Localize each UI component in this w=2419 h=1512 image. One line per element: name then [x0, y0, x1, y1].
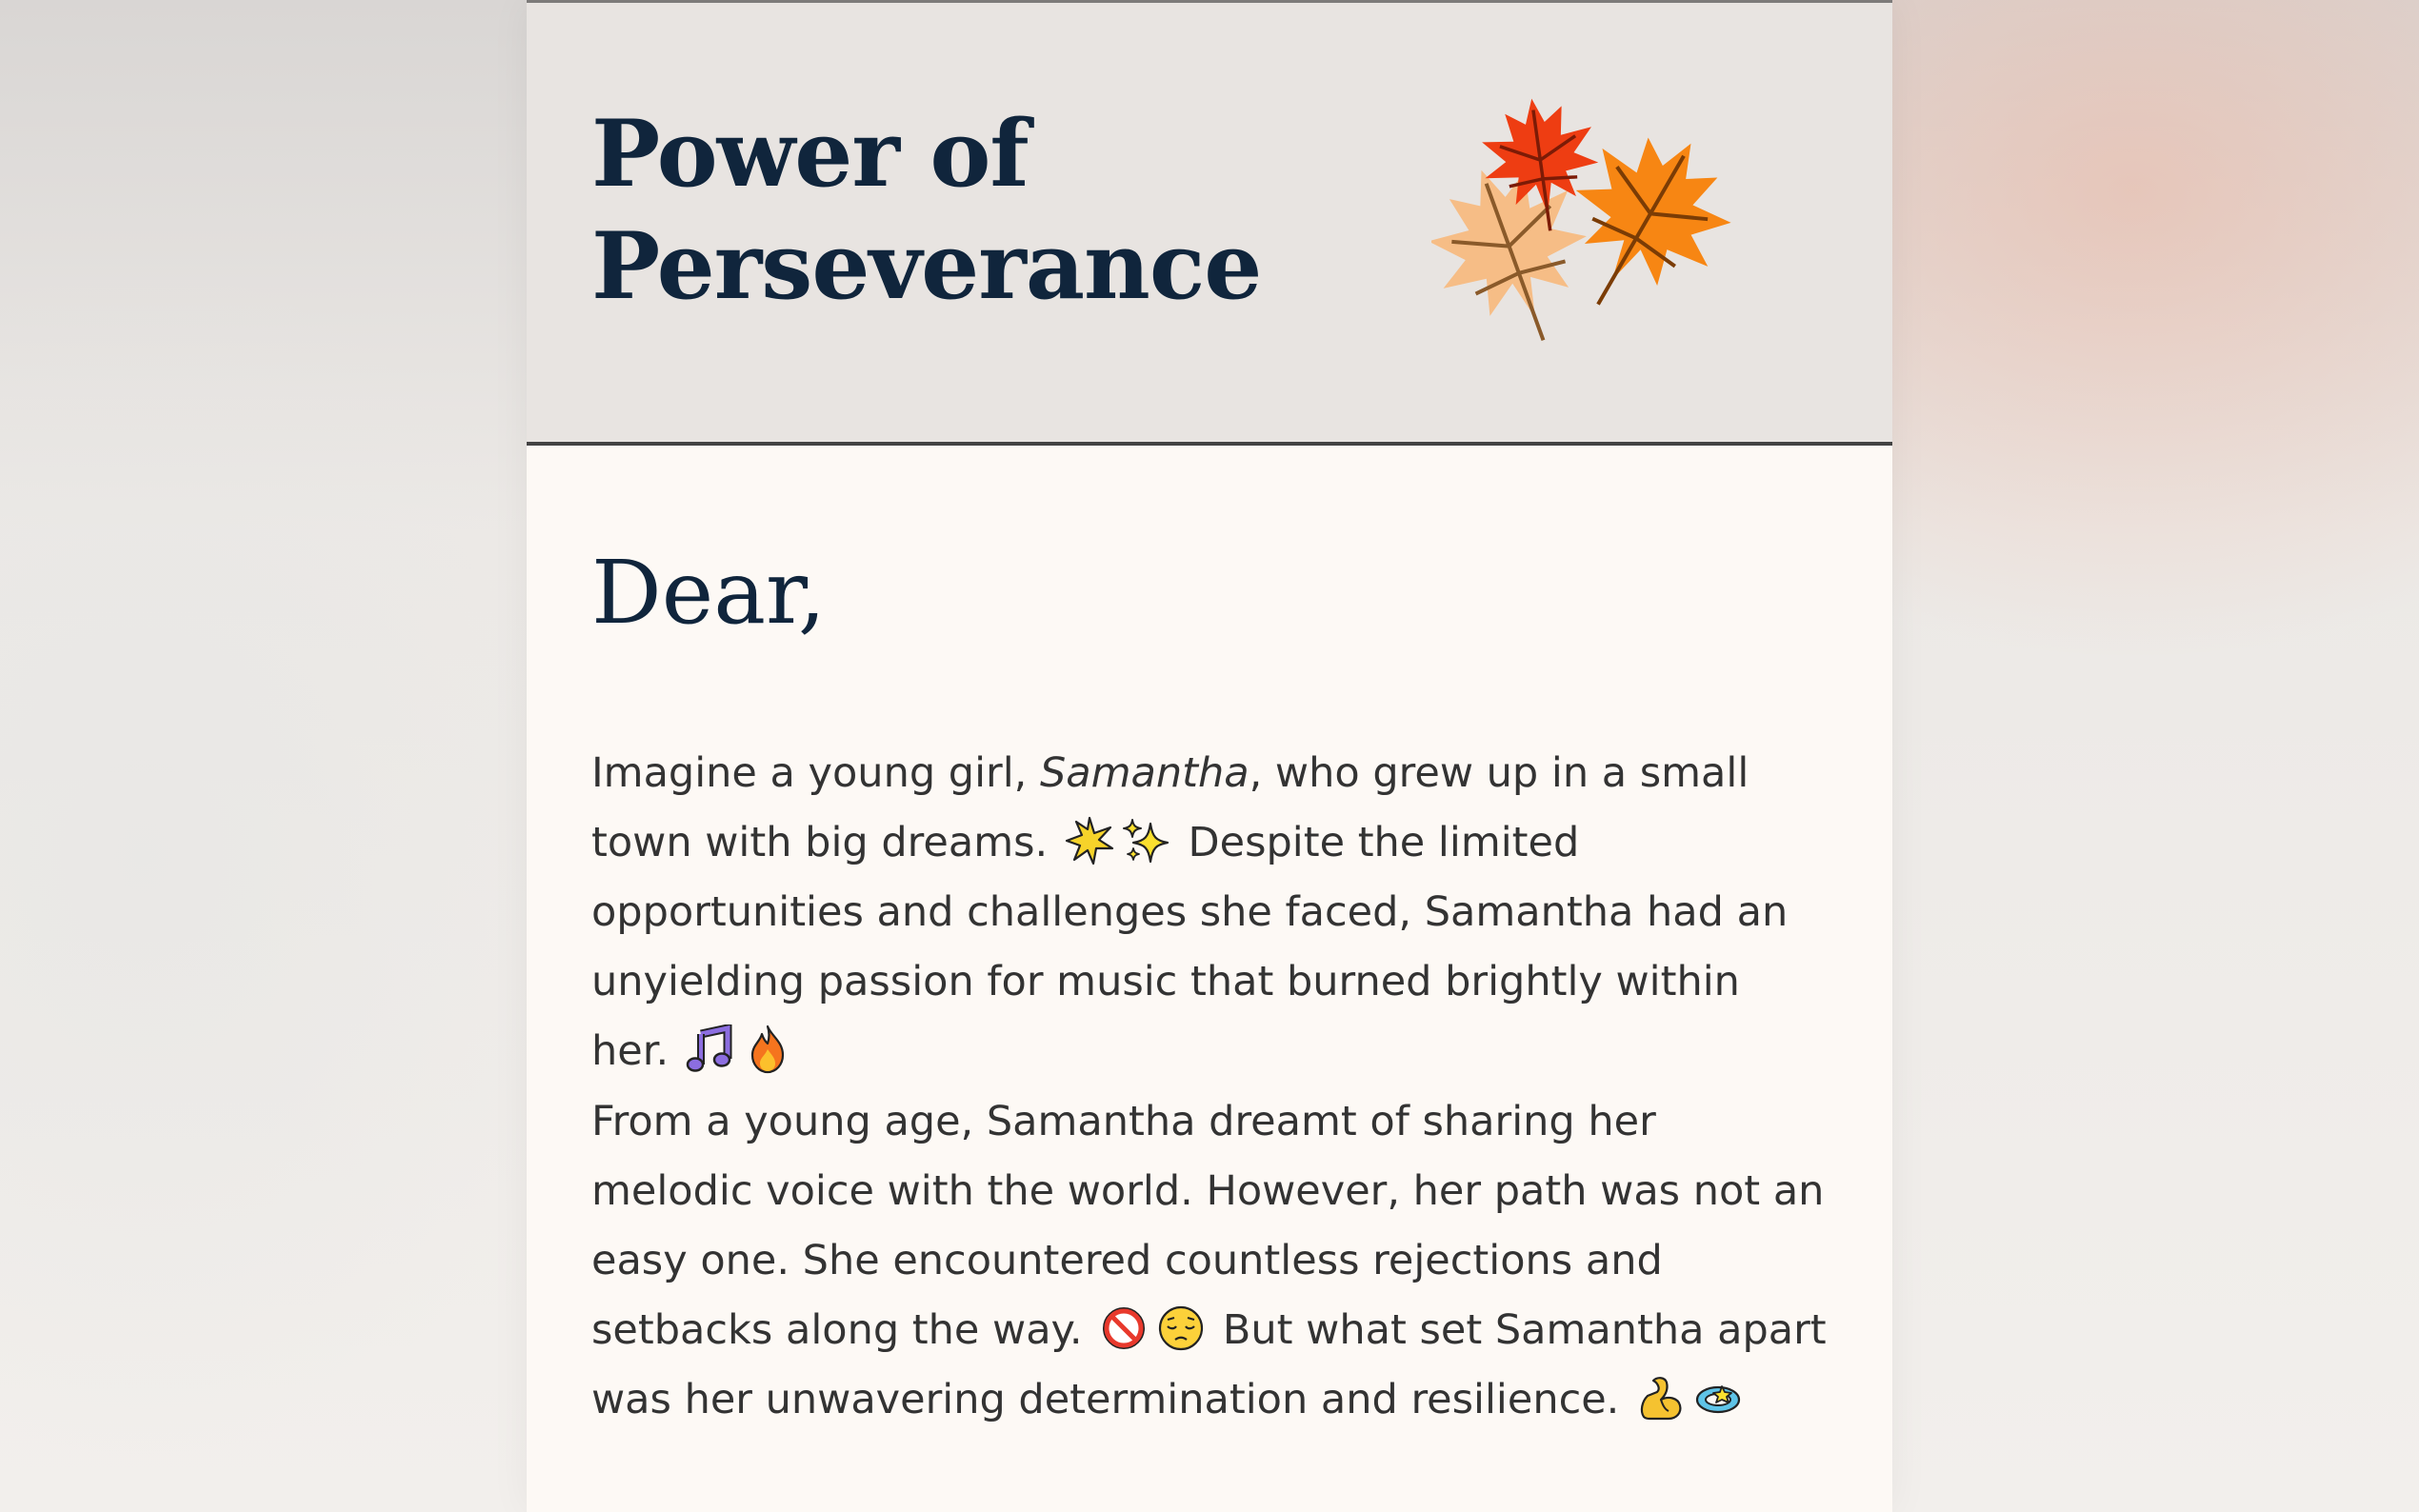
pensive-face-icon: [1156, 1303, 1206, 1353]
paragraph-2-text-a: From a young age, Samantha dreamt of sharing her melodic voice with the world. However, her path was not an easy one. She encountered countless rejections and setbacks along the way.: [591, 1098, 1825, 1354]
paragraph-2-text-b: But what set Samantha apart was her unwavering determination and resilience.: [591, 1306, 1827, 1423]
paragraph-1-text-a: Imagine a young girl,: [591, 749, 1040, 797]
dizzy-icon: [1693, 1373, 1743, 1422]
letter-header: [527, 0, 1892, 446]
paragraph-1-text-c: Despite the limited opportunities and challenges she faced, Samantha had an unyielding passion for music that burned brightly within her.: [591, 819, 1789, 1075]
autumn-leaves-icon: [1431, 93, 1746, 360]
name-samantha: Samantha: [1039, 749, 1249, 797]
prohibited-icon: [1099, 1303, 1149, 1353]
flexed-biceps-icon: [1636, 1373, 1686, 1422]
sparkles-icon: [1122, 816, 1171, 865]
musical-notes-icon: [686, 1025, 735, 1074]
title-line-1: Power of: [591, 100, 1029, 208]
letter-card: [527, 0, 1892, 1512]
paragraph-1-text-b: , who grew up in a small town with big dreams.: [591, 749, 1749, 866]
paragraph-1: [591, 739, 1829, 1086]
greeting: Dear,: [591, 542, 827, 644]
title-line-2: Perseverance: [591, 212, 1262, 320]
glowing-star-icon: [1065, 816, 1114, 865]
fire-icon: [743, 1025, 792, 1074]
page-title: [591, 98, 1261, 323]
paragraph-2: [591, 1087, 1829, 1435]
